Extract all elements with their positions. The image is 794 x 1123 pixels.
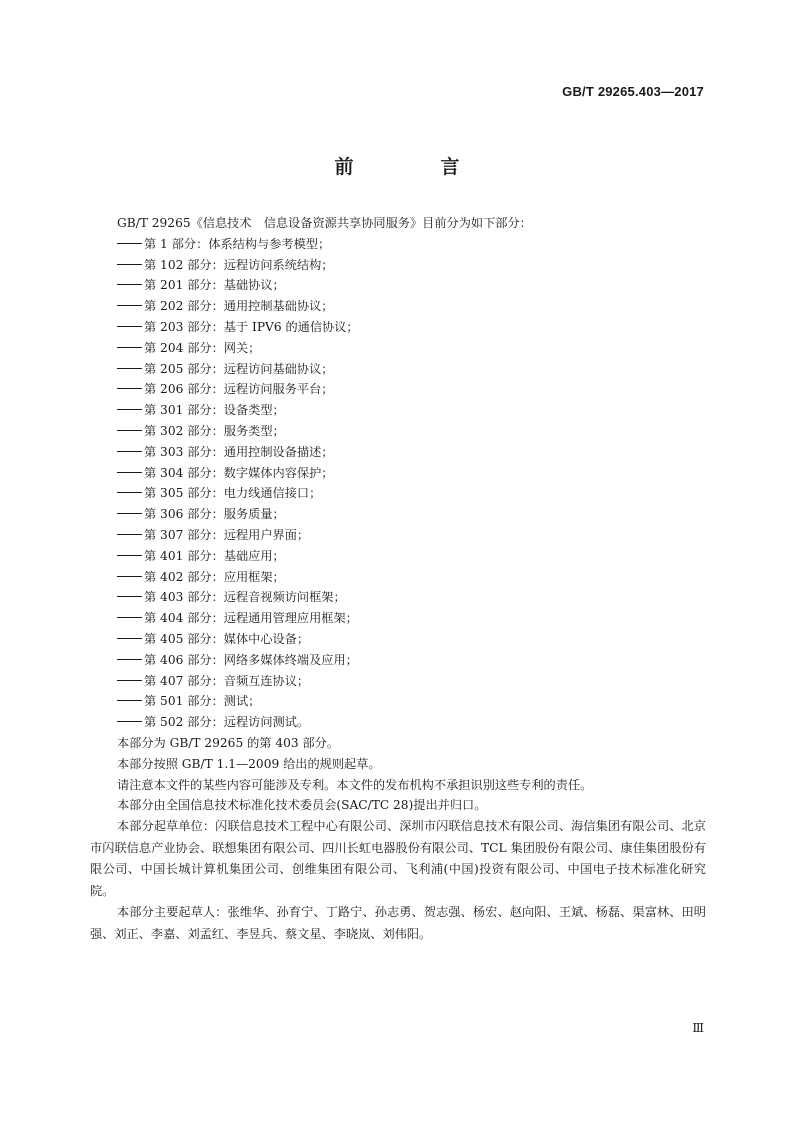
em-dash-icon [117, 700, 142, 701]
part-list-item [90, 504, 706, 525]
part-list-item-text: 第 305 部分：电力线通信接口； [144, 486, 322, 501]
part-list-item-text: 第 201 部分：基础协议； [144, 278, 285, 293]
part-list-item-text: 第 303 部分：通用控制设备描述； [144, 444, 334, 459]
part-list-item [90, 671, 706, 692]
em-dash-icon [117, 451, 142, 452]
drafting-units-paragraph: 本部分起草单位：闪联信息技术工程中心有限公司、深圳市闪联信息技术有限公司、海信集团有限公司、北京市闪联信息产业协会、联想集团有限公司、四川长虹电器股份有限公司、TCL 集团股份有限公司、康佳集团股份有限公司、中国长城计算机集团公司、创维集团有限公司、飞利浦(中国)投资有限公司、中国电子技术标准化研究院。 [90, 819, 706, 898]
part-list-item [90, 338, 706, 359]
part-list-item-text: 第 307 部分：远程用户界面； [144, 527, 310, 542]
part-list-item [90, 255, 706, 276]
part-list-item-text: 第 304 部分：数字媒体内容保护； [144, 465, 334, 480]
drafters-paragraph: 本部分主要起草人：张维华、孙育宁、丁路宁、孙志勇、贺志强、杨宏、赵向阳、王斌、杨磊、渠富林、田明强、刘正、李嘉、刘孟红、李昱兵、蔡文星、李晓岚、刘伟阳。 [90, 905, 706, 941]
em-dash-icon [117, 388, 142, 389]
part-list-item-text: 第 205 部分：远程访问基础协议； [144, 361, 334, 376]
page-number: Ⅲ [692, 1021, 704, 1035]
part-list-item [90, 587, 706, 608]
em-dash-icon [117, 284, 142, 285]
part-list-item-text: 第 501 部分：测试； [144, 694, 261, 709]
em-dash-icon [117, 721, 142, 722]
part-list-item [90, 421, 706, 442]
part-list-item [90, 650, 706, 671]
part-list-item-text: 第 404 部分：远程通用管理应用框架； [144, 611, 358, 626]
part-list-item-text: 第 402 部分：应用框架； [144, 569, 285, 584]
part-list-item [90, 442, 706, 463]
em-dash-icon [117, 638, 142, 639]
foreword-body [90, 213, 706, 945]
part-list-item [90, 608, 706, 629]
part-list-item [90, 234, 706, 255]
em-dash-icon [117, 617, 142, 618]
part-list-item [90, 691, 706, 712]
em-dash-icon [117, 659, 142, 660]
part-list-item-text: 第 204 部分：网关； [144, 340, 261, 355]
part-list-item-text: 第 202 部分：通用控制基础协议； [144, 299, 334, 314]
part-list-item-text: 第 403 部分：远程音视频访问框架； [144, 590, 346, 605]
em-dash-icon [117, 472, 142, 473]
statement-committee: 本部分由全国信息技术标准化技术委员会(SAC/TC 28)提出并归口。 [117, 798, 487, 813]
page-title: 前 言 [334, 156, 494, 178]
em-dash-icon [117, 555, 142, 556]
em-dash-icon [117, 492, 142, 493]
part-list-item-text: 第 203 部分：基于 IPV6 的通信协议； [144, 319, 359, 334]
part-list-item [90, 296, 706, 317]
part-list-item-text: 第 502 部分：远程访问测试。 [144, 715, 310, 730]
em-dash-icon [117, 430, 142, 431]
statement-patent-notice: 请注意本文件的某些内容可能涉及专利。本文件的发布机构不承担识别这些专利的责任。 [117, 777, 593, 792]
parts-list [90, 234, 706, 733]
em-dash-icon [117, 347, 142, 348]
em-dash-icon [117, 409, 142, 410]
em-dash-icon [117, 243, 142, 244]
em-dash-icon [117, 513, 142, 514]
em-dash-icon [117, 368, 142, 369]
standard-number: GB/T 29265.403—2017 [562, 84, 704, 99]
statement-part-number: 本部分为 GB/T 29265 的第 403 部分。 [117, 735, 340, 750]
em-dash-icon [117, 326, 142, 327]
part-list-item [90, 275, 706, 296]
part-list-item [90, 359, 706, 380]
part-list-item-text: 第 401 部分：基础应用； [144, 548, 285, 563]
part-list-item [90, 400, 706, 421]
em-dash-icon [117, 576, 142, 577]
part-list-item-text: 第 206 部分：远程访问服务平台； [144, 382, 334, 397]
statement-drafting-rules: 本部分按照 GB/T 1.1—2009 给出的规则起草。 [117, 756, 381, 771]
em-dash-icon [117, 680, 142, 681]
part-list-item [90, 379, 706, 400]
part-list-item [90, 546, 706, 567]
part-list-item [90, 629, 706, 650]
part-list-item-text: 第 405 部分：媒体中心设备； [144, 631, 310, 646]
part-list-item-text: 第 306 部分：服务质量； [144, 507, 285, 522]
part-list-item-text: 第 302 部分：服务类型； [144, 423, 285, 438]
part-list-item [90, 525, 706, 546]
part-list-item [90, 567, 706, 588]
part-list-item-text: 第 406 部分：网络多媒体终端及应用； [144, 652, 358, 667]
part-list-item [90, 463, 706, 484]
part-list-item-text: 第 102 部分：远程访问系统结构； [144, 257, 334, 272]
em-dash-icon [117, 534, 142, 535]
part-list-item-text: 第 301 部分：设备类型； [144, 403, 285, 418]
part-list-item-text: 第 407 部分：音频互连协议； [144, 673, 310, 688]
part-list-item [90, 317, 706, 338]
em-dash-icon [117, 264, 142, 265]
intro-paragraph: GB/T 29265《信息技术 信息设备资源共享协同服务》目前分为如下部分： [117, 216, 532, 230]
part-list-item [90, 483, 706, 504]
part-list-item [90, 712, 706, 733]
part-list-item-text: 第 1 部分：体系结构与参考模型； [144, 236, 331, 251]
em-dash-icon [117, 305, 142, 306]
em-dash-icon [117, 596, 142, 597]
